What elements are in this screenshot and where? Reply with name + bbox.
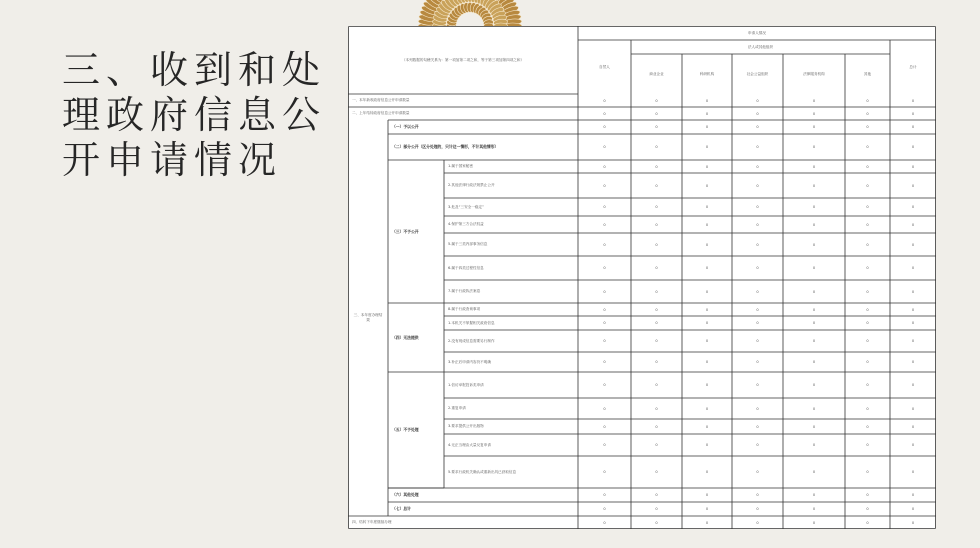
value-cell: 0: [866, 360, 869, 364]
value-cell: 0: [812, 164, 816, 169]
value-cell: 0: [812, 205, 816, 209]
value-cell: 0: [756, 289, 759, 294]
value-cell: 0: [705, 520, 709, 525]
value-cell: 0: [756, 164, 759, 169]
value-cell: 0: [603, 424, 606, 429]
value-cell: 0: [705, 266, 709, 270]
value-cell: 0: [603, 125, 606, 129]
value-cell: 0: [911, 520, 915, 525]
row-label: 1.属于国家秘密: [448, 164, 473, 168]
value-cell: 0: [866, 145, 869, 149]
value-cell: 0: [866, 424, 869, 429]
value-cell: 0: [911, 205, 915, 209]
value-cell: 0: [655, 242, 658, 247]
value-cell: 0: [812, 424, 816, 429]
value-cell: 0: [705, 321, 709, 325]
decorative-flower-image: [390, 0, 550, 26]
value-cell: 0: [812, 493, 816, 497]
value-cell: 0: [812, 289, 816, 294]
value-cell: 0: [705, 493, 709, 497]
value-cell: 0: [812, 307, 816, 312]
value-cell: 0: [812, 383, 816, 387]
disclosure-table: [348, 26, 936, 529]
value-cell: 0: [812, 520, 816, 525]
group-not-processed-label: （五）不予处理: [392, 427, 419, 432]
value-cell: 0: [655, 321, 658, 325]
value-cell: 0: [866, 98, 869, 103]
value-cell: 0: [756, 111, 759, 116]
value-cell: 0: [603, 266, 606, 270]
value-cell: 0: [866, 383, 869, 387]
value-cell: 0: [911, 164, 915, 169]
value-cell: 0: [655, 339, 658, 343]
value-cell: 0: [655, 507, 658, 511]
row-label: 8.属于行政查询事项: [448, 307, 481, 311]
value-cell: 0: [911, 289, 915, 294]
value-cell: 0: [655, 307, 658, 312]
value-cell: 0: [603, 183, 606, 188]
value-cell: 0: [756, 493, 759, 497]
value-cell: 0: [603, 98, 606, 103]
value-cell: 0: [603, 307, 606, 312]
value-cell: 0: [866, 164, 869, 169]
row-label: 1.信访举报投诉类申请: [448, 382, 484, 387]
row-label: 4.保护第三方合法权益: [448, 222, 484, 226]
row-label: 3.要求提供公开出版物: [448, 424, 484, 428]
value-cell: 0: [705, 470, 709, 474]
value-cell: 0: [655, 383, 658, 387]
row-label: （七）总计: [392, 506, 411, 511]
value-cell: 0: [756, 360, 759, 364]
value-cell: 0: [603, 406, 606, 411]
group-not-disclosed-label: （三）不予公开: [392, 228, 419, 234]
value-cell: 0: [655, 470, 658, 474]
value-cell: 0: [866, 406, 869, 411]
header-col-commercial: 商业企业: [649, 71, 664, 76]
row-label: （六）其他处理: [392, 492, 419, 497]
value-cell: 0: [603, 145, 606, 149]
value-cell: 0: [866, 307, 869, 312]
value-cell: 0: [705, 145, 709, 149]
value-cell: 0: [603, 470, 606, 474]
value-cell: 0: [866, 520, 869, 525]
value-cell: 0: [866, 339, 869, 343]
header-note: （本列数据的勾稽关系为：第一项加第二项之和，等于第三项加第四项之和）: [401, 57, 525, 62]
value-cell: 0: [655, 360, 658, 364]
value-cell: 0: [705, 360, 709, 364]
value-cell: 0: [705, 205, 709, 209]
value-cell: 0: [866, 222, 869, 227]
value-cell: 0: [812, 507, 816, 511]
value-cell: 0: [603, 339, 606, 343]
header-col-research: 科研机构: [699, 71, 715, 76]
group-unable-to-provide-label: （四）无法提供: [392, 334, 419, 340]
value-cell: 0: [705, 307, 709, 312]
value-cell: 0: [866, 443, 869, 447]
value-cell: 0: [655, 98, 658, 103]
row-label: 4.无正当理由大量反复申请: [448, 442, 491, 447]
value-cell: 0: [866, 125, 869, 129]
slide-title: 三、收到和处 理政府信息公 开申请情况: [62, 48, 327, 182]
value-cell: 0: [911, 406, 915, 411]
value-cell: 0: [756, 520, 759, 525]
value-cell: 0: [603, 164, 606, 169]
row-label: 1.本机关不掌握相关政府信息: [448, 320, 495, 325]
value-cell: 0: [812, 222, 816, 227]
value-cell: 0: [756, 507, 759, 511]
value-cell: 0: [866, 183, 869, 188]
value-cell: 0: [866, 205, 869, 209]
value-cell: 0: [911, 222, 915, 227]
value-cell: 0: [603, 493, 606, 497]
value-cell: 0: [911, 321, 915, 325]
value-cell: 0: [911, 125, 915, 129]
row-label: 3.危及“三安全一稳定”: [448, 204, 484, 209]
row-label: 7.属于行政执法案卷: [448, 289, 481, 293]
value-cell: 0: [655, 493, 658, 497]
header-col-public-welfare: 社会公益组织: [746, 71, 769, 76]
value-cell: 0: [866, 507, 869, 511]
value-cell: 0: [756, 406, 759, 411]
value-cell: 0: [705, 406, 709, 411]
row-label: 2.重复申请: [448, 406, 466, 410]
value-cell: 0: [705, 507, 709, 511]
value-cell: 0: [603, 222, 606, 227]
value-cell: 0: [705, 164, 709, 169]
row-label: （二）部分公开（区分处理的，只计这一情形，不计其他情形）: [392, 144, 499, 149]
value-cell: 0: [812, 339, 816, 343]
value-cell: 0: [911, 111, 915, 116]
value-cell: 0: [866, 266, 869, 270]
value-cell: 0: [911, 507, 915, 511]
value-cell: 0: [603, 443, 606, 447]
value-cell: 0: [603, 360, 606, 364]
value-cell: 0: [705, 289, 709, 294]
value-cell: 0: [603, 520, 606, 525]
value-cell: 0: [866, 242, 869, 247]
value-cell: 0: [655, 183, 658, 188]
value-cell: 0: [705, 111, 709, 116]
value-cell: 0: [705, 443, 709, 447]
header-legal-person-group: 法人或其他组织: [747, 44, 774, 49]
value-cell: 0: [911, 383, 915, 387]
value-cell: 0: [655, 125, 658, 129]
value-cell: 0: [705, 383, 709, 387]
value-cell: 0: [603, 507, 606, 511]
header-col-other: 其他: [863, 71, 872, 76]
value-cell: 0: [812, 360, 816, 364]
value-cell: 0: [655, 111, 658, 116]
header-col-legal-service: 法律服务机构: [803, 71, 825, 76]
value-cell: 0: [911, 98, 915, 103]
value-cell: 0: [911, 360, 915, 364]
value-cell: 0: [756, 205, 759, 209]
value-cell: 0: [756, 98, 759, 103]
header-total: 总计: [909, 64, 917, 69]
value-cell: 0: [655, 424, 658, 429]
value-cell: 0: [705, 98, 709, 103]
value-cell: 0: [603, 321, 606, 325]
value-cell: 0: [603, 383, 606, 387]
value-cell: 0: [655, 222, 658, 227]
value-cell: 0: [756, 307, 759, 312]
value-cell: 0: [866, 321, 869, 325]
value-cell: 0: [812, 111, 816, 116]
row-label: 2.其他法律行政法规禁止公开: [448, 183, 495, 187]
value-cell: 0: [812, 145, 816, 149]
value-cell: 0: [866, 111, 869, 116]
value-cell: 0: [911, 493, 915, 497]
row-label: （一）予以公开: [392, 124, 419, 129]
value-cell: 0: [812, 183, 816, 188]
value-cell: 0: [655, 266, 658, 270]
header-applicant-status: 申请人情况: [748, 30, 766, 35]
value-cell: 0: [655, 145, 658, 149]
value-cell: 0: [655, 406, 658, 411]
value-cell: 0: [911, 339, 915, 343]
value-cell: 0: [756, 424, 759, 429]
value-cell: 0: [756, 383, 759, 387]
value-cell: 0: [655, 164, 658, 169]
row-label: 5.要求行政机关确认或重新出具已获取信息: [448, 469, 517, 474]
value-cell: 0: [756, 339, 759, 343]
value-cell: 0: [911, 307, 915, 312]
value-cell: 0: [812, 321, 816, 325]
group-section3-label: 三、本年度办理结果: [353, 313, 383, 322]
value-cell: 0: [911, 424, 915, 429]
value-cell: 0: [756, 145, 759, 149]
row-label: 四、结转下年度继续办理: [352, 520, 392, 524]
value-cell: 0: [655, 520, 658, 525]
value-cell: 0: [756, 183, 759, 188]
row-label: 5.属于三类内部事务信息: [448, 242, 488, 246]
value-cell: 0: [911, 470, 915, 474]
value-cell: 0: [603, 242, 606, 247]
value-cell: 0: [866, 289, 869, 294]
value-cell: 0: [756, 242, 759, 247]
value-cell: 0: [705, 242, 709, 247]
value-cell: 0: [911, 242, 915, 247]
header-natural-person: 自然人: [599, 64, 610, 69]
value-cell: 0: [756, 222, 759, 227]
value-cell: 0: [705, 125, 709, 129]
value-cell: 0: [756, 321, 759, 325]
value-cell: 0: [812, 98, 816, 103]
value-cell: 0: [812, 266, 816, 270]
value-cell: 0: [866, 470, 869, 474]
value-cell: 0: [911, 443, 915, 447]
value-cell: 0: [603, 111, 606, 116]
value-cell: 0: [812, 443, 816, 447]
value-cell: 0: [812, 125, 816, 129]
value-cell: 0: [603, 289, 606, 294]
value-cell: 0: [705, 183, 709, 188]
value-cell: 0: [655, 205, 658, 209]
value-cell: 0: [603, 205, 606, 209]
row-label: 3.补正后申请内容仍不明确: [448, 359, 491, 364]
value-cell: 0: [705, 424, 709, 429]
value-cell: 0: [911, 145, 915, 149]
value-cell: 0: [756, 125, 759, 129]
value-cell: 0: [812, 470, 816, 474]
value-cell: 0: [911, 266, 915, 270]
value-cell: 0: [756, 266, 759, 270]
value-cell: 0: [705, 222, 709, 227]
value-cell: 0: [756, 443, 759, 447]
row-label: 2.没有现成信息需要另行制作: [448, 338, 495, 343]
value-cell: 0: [812, 406, 816, 411]
value-cell: 0: [705, 339, 709, 343]
value-cell: 0: [866, 493, 869, 497]
value-cell: 0: [756, 470, 759, 474]
value-cell: 0: [655, 289, 658, 294]
value-cell: 0: [655, 443, 658, 447]
value-cell: 0: [911, 183, 915, 188]
row-label: 二、上年结转政府信息公开申请数量: [352, 111, 410, 115]
row-label: 一、本年新收政府信息公开申请数量: [352, 98, 410, 102]
row-label: 6.属于四类过程性信息: [448, 265, 484, 270]
value-cell: 0: [812, 242, 816, 247]
